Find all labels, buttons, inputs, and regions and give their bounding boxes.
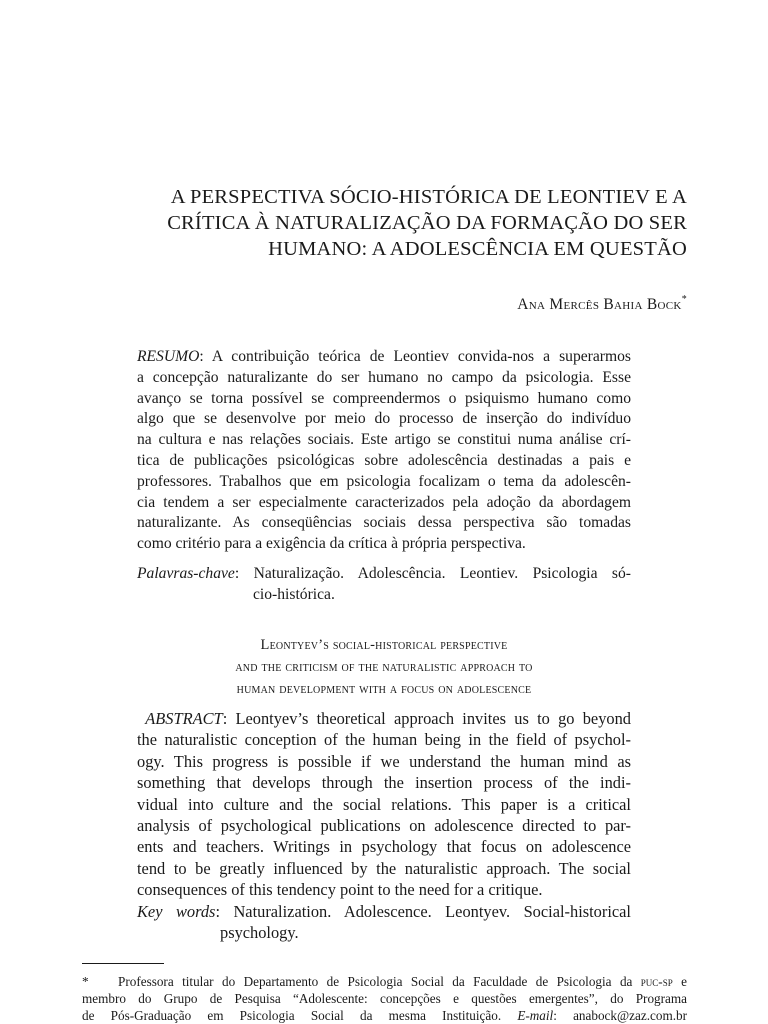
footnote-line-2: membro do Grupo de Pesquisa “Adolescente: concepções e questões emergentes”, do Programa [82, 991, 687, 1006]
resumo-line: avanço se torna possível se compreendermos o psiquismo humano como [137, 389, 631, 407]
footnote-line-3 [82, 1007, 687, 1024]
footnote-institution: puc-sp [640, 974, 673, 989]
abstract-line: ents and teachers. Writings in psychology that focus on adolescence [137, 837, 631, 857]
keywords-pt-label: Palavras-chave [137, 565, 235, 582]
abstract-line-1-text: : Leontyev’s theoretical approach invites us to go beyond [222, 709, 631, 728]
abstract-line [137, 708, 631, 729]
article-title-line-2: CRÍTICA À NATURALIZAÇÃO DA FORMAÇÃO DO SER [167, 212, 687, 234]
author-byline [517, 296, 687, 314]
footnote-email: : anabock@zaz.com.br [553, 1008, 687, 1023]
resumo-line [137, 347, 631, 368]
resumo-line: naturalizante. As conseqüências sociais dessa perspectiva são tomadas [137, 514, 631, 532]
abstract-paragraph [137, 708, 631, 901]
resumo-line: como critério para a exigência da crítica à própria perspectiva. [137, 535, 526, 553]
keywords-pt-line-1 [137, 564, 631, 585]
keywords-en-label: Key words [137, 902, 216, 921]
keywords-pt [137, 564, 631, 606]
resumo-line: professores. Trabalhos que em psicologia focalizam o tema da adolescên- [137, 472, 631, 490]
keywords-pt-line-2: cio-histórica. [253, 585, 335, 603]
abstract-line: tend to be greatly influenced by the naturalistic approach. The social [137, 858, 631, 878]
keywords-en [137, 901, 631, 944]
keywords-en-line-1 [137, 901, 631, 922]
abstract-line: the naturalistic conception of the human being in the field of psychol- [137, 730, 631, 750]
author-name: Ana Mercês Bahia Bock [517, 296, 682, 313]
author-footnote-marker: * [681, 294, 687, 305]
footnote-email-label: E-mail [517, 1008, 554, 1023]
abstract-line: consequences of this tendency point to the need for a critique. [137, 880, 543, 900]
footnote [82, 973, 687, 1024]
footnote-line-1-a: Professora titular do Departamento de Psicologia Social da Faculdade de Psicologia da [118, 974, 641, 989]
abstract-line: vidual into culture and the social relations. This paper is a critical [137, 794, 631, 814]
english-title-line-1: Leontyev’s social-historical perspective [260, 637, 508, 653]
resumo-paragraph [137, 347, 631, 555]
resumo-line: tica de publicações psicológicas sobre adolescência destinadas a pais e [137, 451, 631, 469]
resumo-line: na cultura e nas relações sociais. Este artigo se constitui numa análise crí- [137, 431, 631, 449]
footnote-line-1-c: e [672, 974, 687, 989]
english-title-line-3: human development with a focus on adolescence [236, 681, 532, 697]
resumo-line-1-text: : A contribuição teórica de Leontiev convida-nos a superarmos [199, 348, 631, 365]
resumo-line: cia tendem a ser especialmente caracterizados pela adoção da abordagem [137, 493, 631, 511]
footnote-line-1 [118, 973, 687, 990]
article-title [120, 184, 687, 262]
article-title-line-3: HUMANO: A ADOLESCÊNCIA EM QUESTÃO [268, 238, 687, 260]
footnote-rule [82, 963, 164, 964]
abstract-line: analysis of psychological publications on adolescence directed to par- [137, 816, 631, 836]
keywords-en-line-2: psychology. [220, 923, 299, 943]
resumo-lead: RESUMO [137, 348, 200, 365]
article-title-line-1: A PERSPECTIVA SÓCIO-HISTÓRICA DE LEONTIEV E A [170, 186, 687, 208]
english-title-line-2: and the criticism of the naturalistic approach to [235, 659, 533, 675]
footnote-marker: * [82, 974, 89, 989]
abstract-line: ogy. This progress is possible if we understand the human mind as [137, 751, 631, 771]
english-title [137, 634, 631, 700]
resumo-line: a concepção naturalizante do ser humano no campo da psicologia. Esse [137, 368, 631, 386]
abstract-line: something that develops through the insertion process of the indi- [137, 773, 631, 793]
abstract-lead: ABSTRACT [145, 709, 223, 728]
footnote-line-3-a: de Pós-Graduação em Psicologia Social da mesma Instituição. [82, 1008, 518, 1023]
resumo-line: algo que se desenvolve por meio do processo de inserção do indivíduo [137, 410, 631, 428]
keywords-pt-values: : Naturalização. Adolescência. Leontiev. Psicologia só- [234, 565, 631, 582]
keywords-en-values: : Naturalization. Adolescence. Leontyev. Social-historical [215, 902, 631, 921]
